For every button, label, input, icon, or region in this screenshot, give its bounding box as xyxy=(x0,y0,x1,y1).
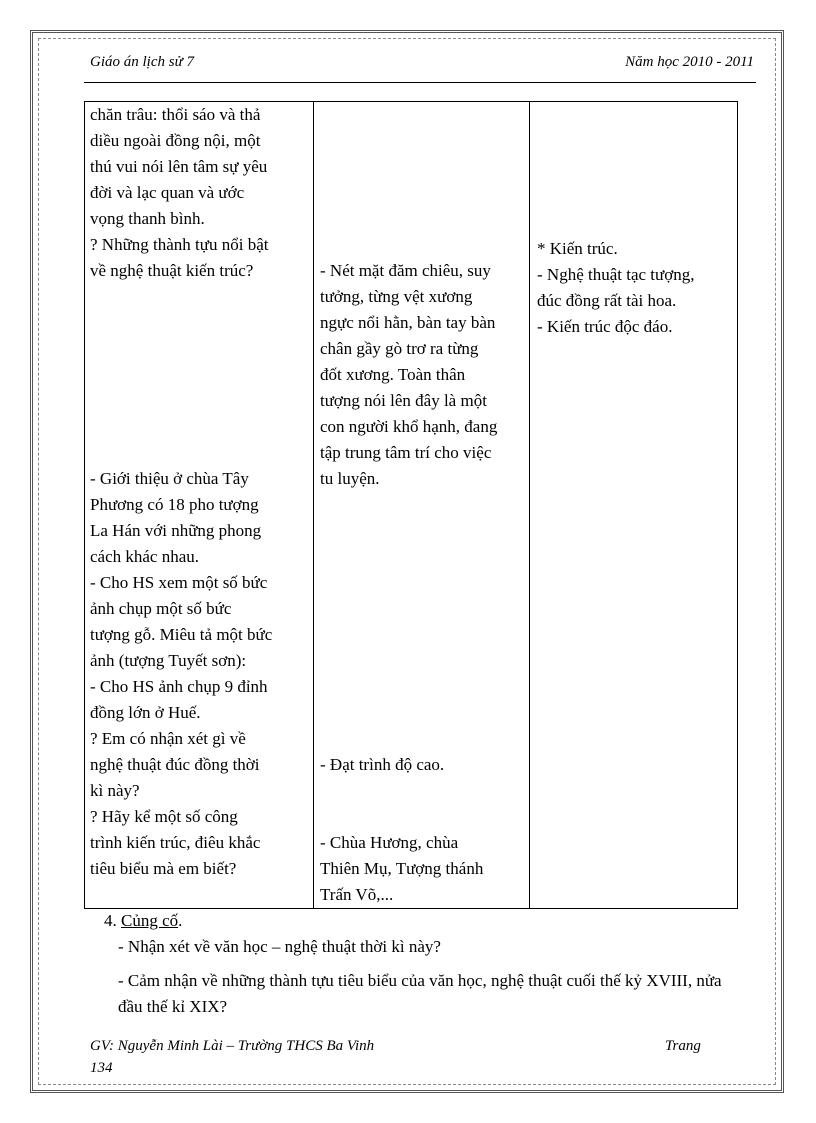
column-divider-1 xyxy=(313,102,314,908)
footer-page-label: Trang xyxy=(665,1038,701,1054)
footer-teacher xyxy=(90,1035,374,1079)
summary-title: Củng cố xyxy=(121,911,179,930)
teacher-activity-1: chăn trâu: thổi sáo và thả diều ngoài đồng nội, một thú vui nói lên tâm sự yêu đời và lạc quan và ước vọng thanh bình. ? Những thành tựu nổi bật về nghệ thuật kiến trúc? xyxy=(90,105,269,280)
summary-title-end: . xyxy=(178,911,183,930)
teacher-activity-2: - Giới thiệu ở chùa Tây Phương có 18 pho tượng La Hán với những phong cách khác nhau. - Cho HS xem một số bức ảnh chụp một số bức tượng gỗ. Miêu tả một bức ảnh (tượng Tuyết sơn): - Cho HS ảnh chụp 9 đỉnh đồng lớn ở Huế. ? Em có nhận xét gì về nghệ thuật đúc đồng thời kì này? ? Hãy kể một số công trình kiến trúc, điêu khắc tiêu biểu mà em biết? xyxy=(90,469,273,878)
summary-heading xyxy=(104,908,744,934)
student-activity-1: - Nét mặt đăm chiêu, suy tưởng, từng vệt xương ngực nổi hằn, bàn tay bàn chân gầy gò trơ ra từng đốt xương. Toàn thân tượng nói lên đây là một con người khổ hạnh, đang tập trung tâm trí cho việc tu luyện. xyxy=(320,261,498,488)
student-activity-3: - Chùa Hương, chùa Thiên Mụ, Tượng thánh Trấn Võ,... xyxy=(320,833,484,904)
content-notes: * Kiến trúc. - Nghệ thuật tạc tượng, đúc đồng rất tài hoa. - Kiến trúc độc đáo. xyxy=(537,239,695,336)
footer-teacher-name: GV: Nguyễn Minh Lài – Trường THCS Ba Vinh xyxy=(90,1038,375,1054)
footer-page-number: 134 xyxy=(90,1060,113,1076)
summary-question-1: - Nhận xét về văn học – nghệ thuật thời kì này? xyxy=(118,937,441,956)
summary-number: 4. xyxy=(104,911,117,930)
header-subject: Giáo án lịch sử 7 xyxy=(90,54,195,70)
header-school-year: Năm học 2010 - 2011 xyxy=(625,54,754,70)
lesson-table xyxy=(84,101,738,909)
header-rule xyxy=(84,82,756,83)
summary-question-2: - Cảm nhận về những thành tựu tiêu biểu của văn học, nghệ thuật cuối thế kỷ XVIII, nửa đầu thế kỉ XIX? xyxy=(118,971,722,1016)
column-divider-2 xyxy=(529,102,530,908)
student-activity-2: - Đạt trình độ cao. xyxy=(320,755,445,774)
